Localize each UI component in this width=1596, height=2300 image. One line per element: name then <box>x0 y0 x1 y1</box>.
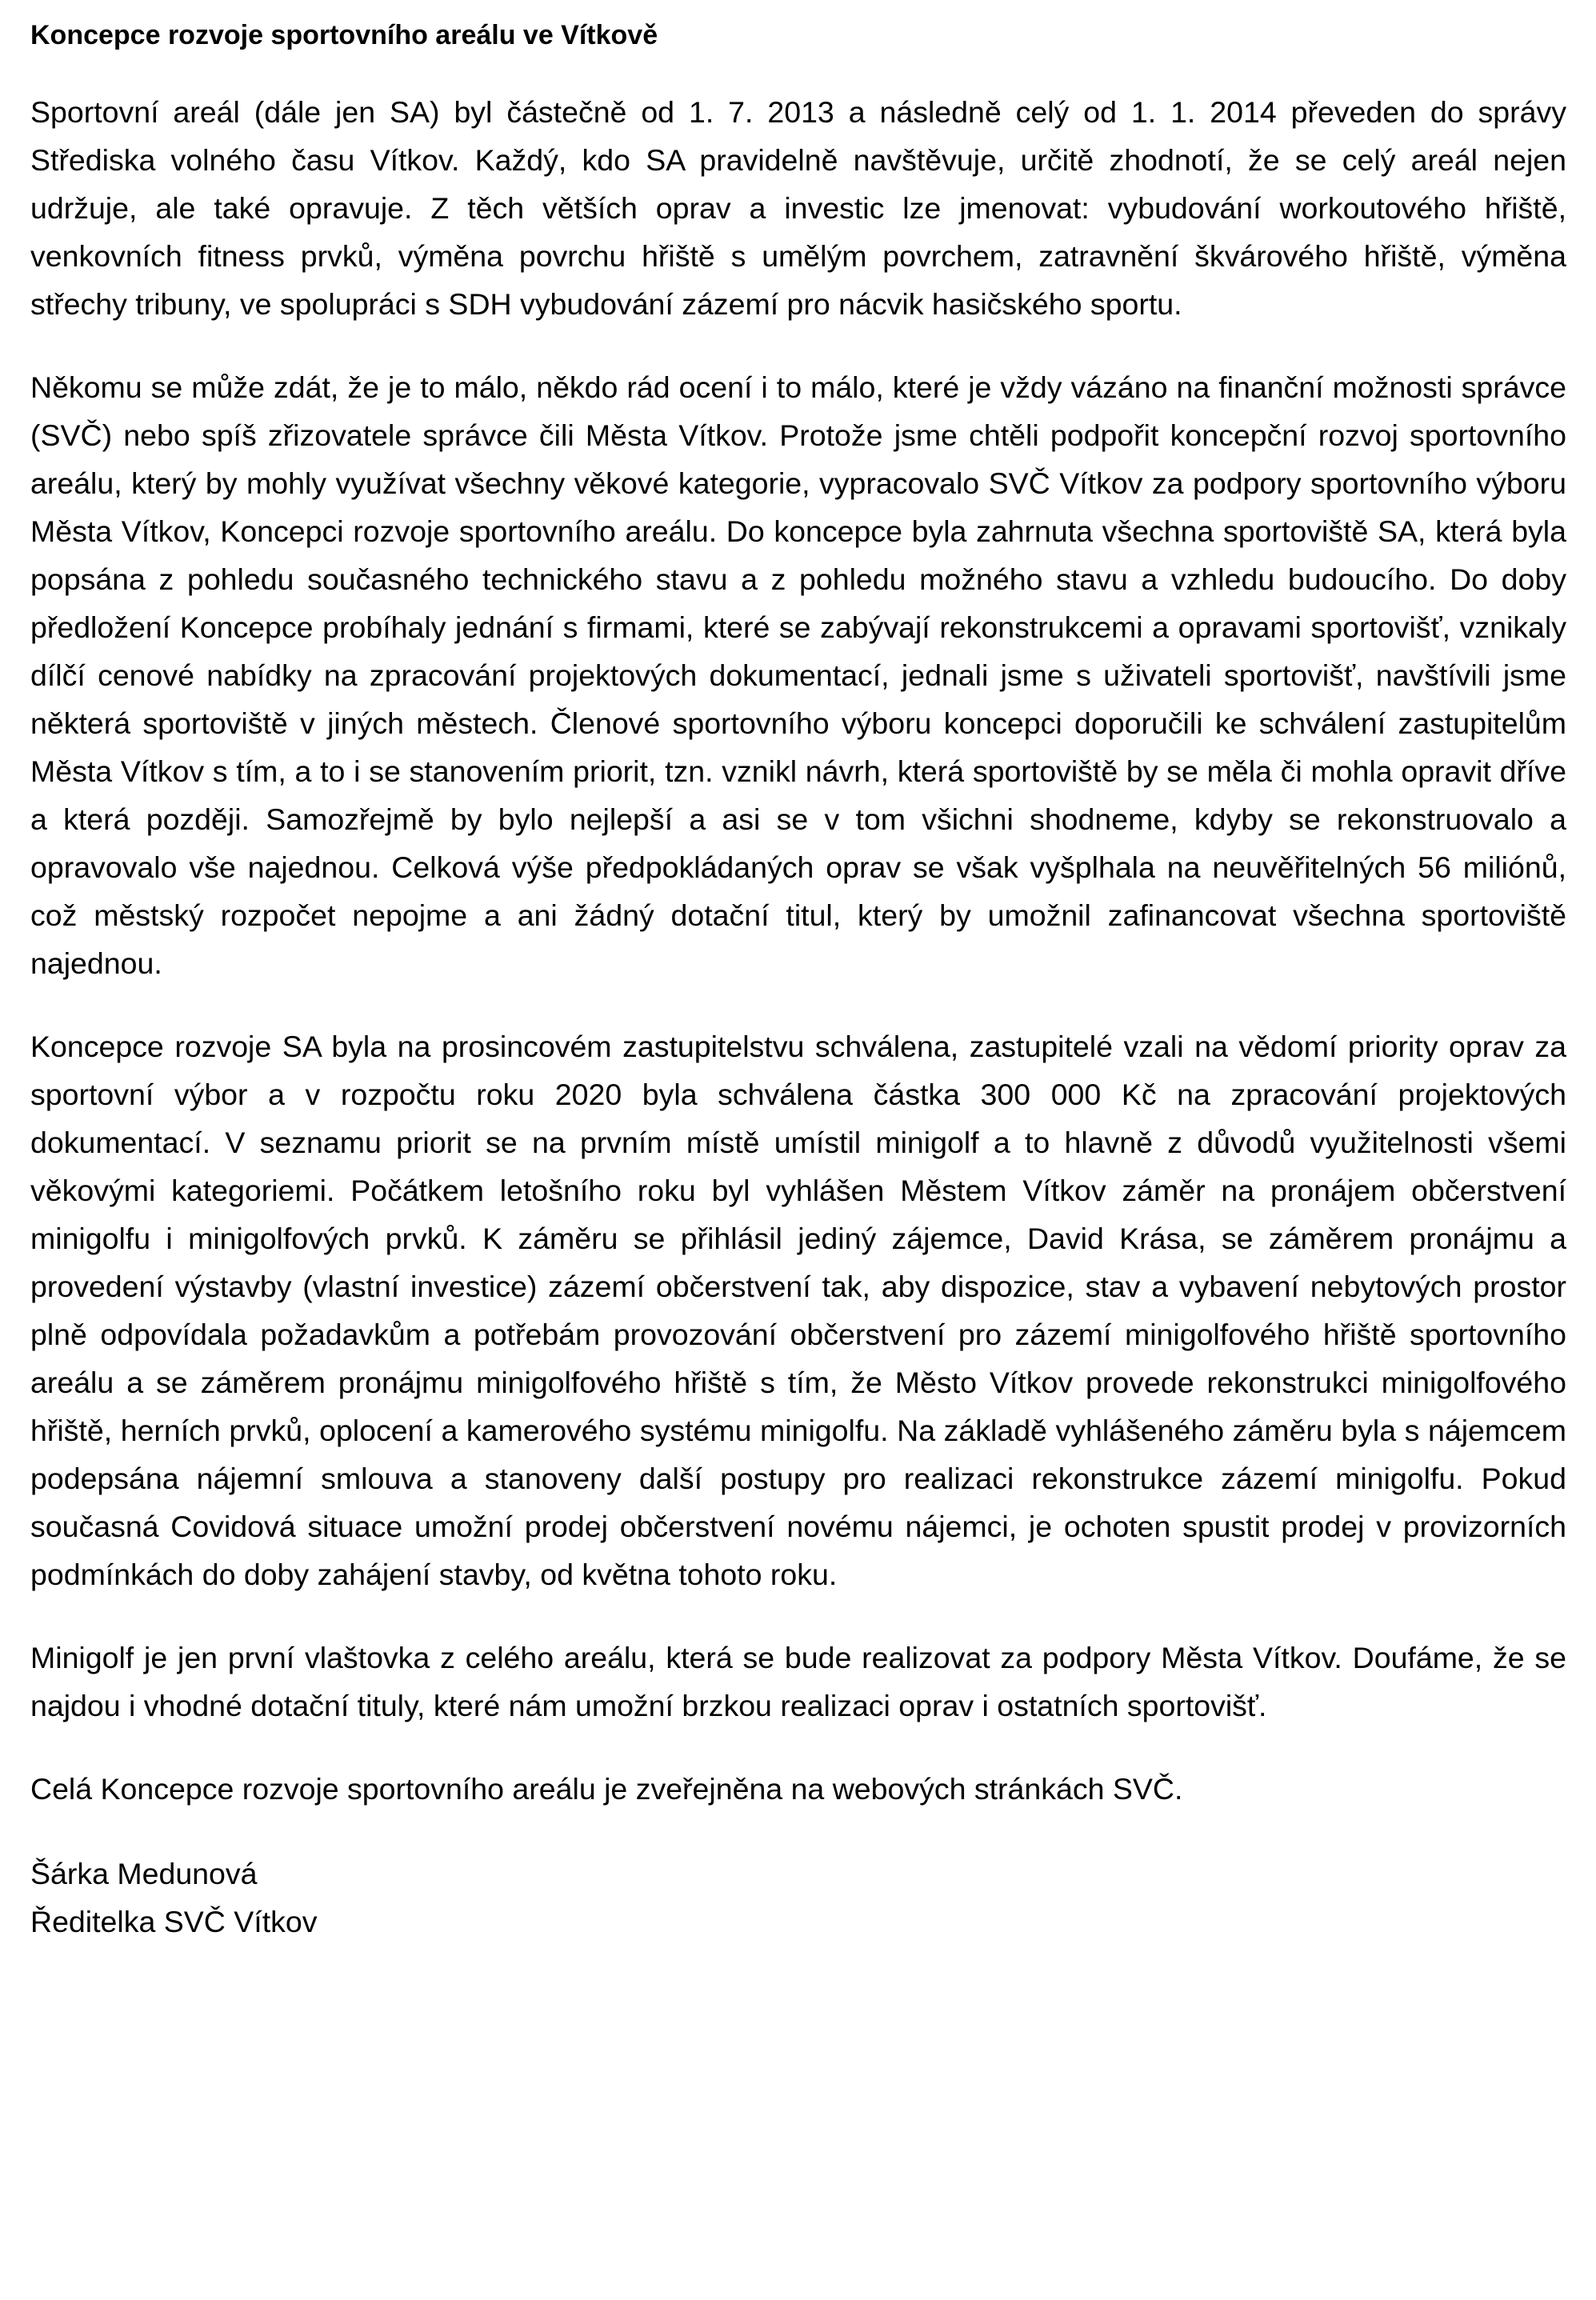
document-page <box>30 0 1566 1946</box>
signature-role: Ředitelka SVČ Vítkov <box>30 1905 318 1938</box>
paragraph-approval: Koncepce rozvoje SA byla na prosincovém zastupitelstvu schválena, zastupitelé vzali na vědomí priority oprav za sportovní výbor a v rozpočtu roku 2020 byla schválena částka 300 000 Kč na zpracování projektových dokumentací. V seznamu priorit se na prvním místě umístil minigolf a to hlavně z důvodů využitelnosti všemi věkovými kategoriemi. Počátkem letošního roku byl vyhlášen Městem Vítkov záměr na pronájem občerstvení minigolfu i minigolfových prvků. K záměru se přihlásil jediný zájemce, David Krása, se záměrem pronájmu a provedení výstavby (vlastní investice) zázemí občerstvení tak, aby dispozice, stav a vybavení nebytových prostor plně odpovídala požadavkům a potřebám provozování občerstvení pro zázemí minigolfového hřiště sportovního areálu a se záměrem pronájmu minigolfového hřiště s tím, že Město Vítkov provede rekonstrukci minigolfového hřiště, herních prvků, oplocení a kamerového systému minigolfu. Na základě vyhlášeného záměru byla s nájemcem podepsána nájemní smlouva a stanoveny další postupy pro realizaci rekonstrukce zázemí minigolfu. Pokud současná Covidová situace umožní prodej občerstvení novému nájemci, je ochoten spustit prodej v provizorních podmínkách do doby zahájení stavby, od května tohoto roku. <box>30 1030 1566 1591</box>
paragraph-intro: Sportovní areál (dále jen SA) byl částečně od 1. 7. 2013 a následně celý od 1. 1. 2014 převeden do správy Střediska volného času Vítkov. Každý, kdo SA pravidelně navštěvuje, určitě zhodnotí, že se celý areál nejen udržuje, ale také opravuje. Z těch větších oprav a investic lze jmenovat: vybudování workoutového hřiště, venkovních fitness prvků, výměna povrchu hřiště s umělým povrchem, zatravnění škvárového hřiště, výměna střechy tribuny, ve spolupráci s SDH vybudování zázemí pro nácvik hasičského sportu. <box>30 95 1566 321</box>
signature-block <box>30 1850 1566 1946</box>
paragraph-published: Celá Koncepce rozvoje sportovního areálu je zveřejněna na webových stránkách SVČ. <box>30 1772 1183 1806</box>
signature-name: Šárka Medunová <box>30 1857 258 1890</box>
paragraph-concept: Někomu se může zdát, že je to málo, někdo rád ocení i to málo, které je vždy vázáno na finanční možnosti správce (SVČ) nebo spíš zřizovatele správce čili Města Vítkov. Protože jsme chtěli podpořit koncepční rozvoj sportovního areálu, který by mohly využívat všechny věkové kategorie, vypracovalo SVČ Vítkov za podpory sportovního výboru Města Vítkov, Koncepci rozvoje sportovního areálu. Do koncepce byla zahrnuta všechna sportoviště SA, která byla popsána z pohledu současného technického stavu a z pohledu možného stavu a vzhledu budoucího. Do doby předložení Koncepce probíhaly jednání s firmami, které se zabývají rekonstrukcemi a opravami sportovišť, vznikaly dílčí cenové nabídky na zpracování projektových dokumentací, jednali jsme s uživateli sportovišť, navštívili jsme některá sportoviště v jiných městech. Členové sportovního výboru koncepci doporučili ke schválení zastupitelům Města Vítkov s tím, a to i se stanovením priorit, tzn. vznikl návrh, která sportoviště by se měla či mohla opravit dříve a která později. Samozřejmě by bylo nejlepší a asi se v tom všichni shodneme, kdyby se rekonstruovalo a opravovalo vše najednou. Celková výše předpokládaných oprav se však vyšplhala na neuvěřitelných 56 miliónů, což městský rozpočet nepojme a ani žádný dotační titul, který by umožnil zafinancovat všechna sportoviště najednou. <box>30 370 1566 980</box>
document-title: Koncepce rozvoje sportovního areálu ve Vítkově <box>30 20 658 50</box>
paragraph-minigolf: Minigolf je jen první vlaštovka z celého areálu, která se bude realizovat za podpory Města Vítkov. Doufáme, že se najdou i vhodné dotační tituly, které nám umožní brzkou realizaci oprav i ostatních sportovišť. <box>30 1641 1566 1722</box>
